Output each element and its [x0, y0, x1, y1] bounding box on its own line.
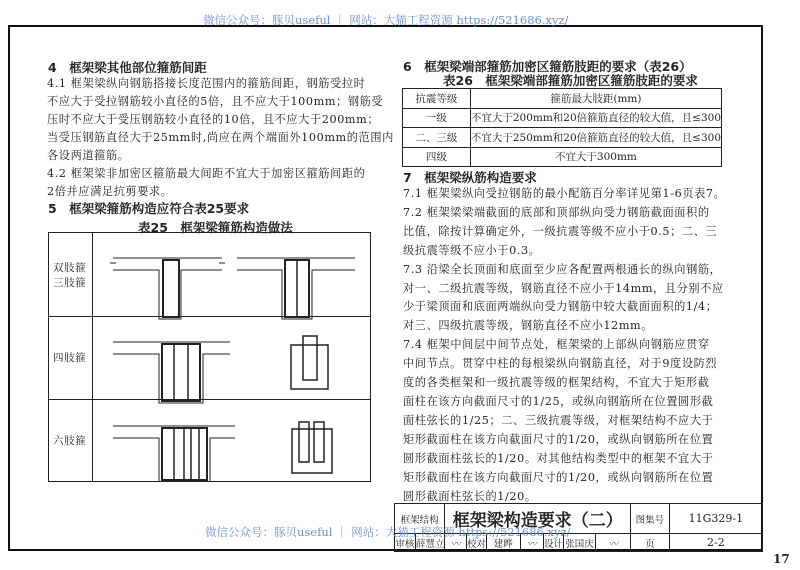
- section-4-title: 4 框架梁其他部位箍筋间距: [48, 60, 207, 75]
- text-line: 不应大于受拉钢筋较小直径的5倍，且不应大于100mm；钢筋受: [47, 95, 384, 108]
- table-row: [403, 108, 722, 128]
- text-line: 对三、四级抗震等级，钢筋直径不应小12mm。: [403, 319, 654, 333]
- text-line: 度的各类框架和一级抗震等级的框架结构，不宜大于矩形截: [403, 376, 710, 390]
- table-cell: 二、三级: [403, 128, 471, 148]
- table-26: [402, 88, 722, 167]
- text-line: 面柱在该方向截面尺寸的1/25，或纵向钢筋所在位置圆形截: [403, 394, 714, 408]
- section-4-body: [47, 75, 394, 201]
- check-label: 校对: [466, 534, 486, 552]
- designer-name: 张国庆: [564, 534, 596, 552]
- text-line: 4.1 框架梁纵向钢筋搭接长度范围内的箍筋间距，钢筋受拉时: [47, 77, 366, 90]
- diagram-triple-leg: [237, 258, 355, 319]
- row-label: [53, 261, 86, 291]
- table-row: [403, 128, 722, 148]
- section-6-title: 6 框架梁端部箍筋加密区箍筋肢距的要求（表26）: [403, 59, 692, 74]
- diagram-six-leg-section: [292, 422, 332, 473]
- table-25-caption: 表25 框架梁箍筋构造做法: [138, 220, 293, 235]
- text-line: 圆形截面柱弦长的1/20。对其他结构类型中的框架不宜大于: [403, 451, 714, 465]
- text-line: 4.2 框架梁非加密区箍筋最大间距不宜大于加密区箍筋间距的: [47, 167, 366, 180]
- text-line: 比值，除按计算确定外，一级抗震等级不应小于0.5；二、三: [403, 224, 718, 238]
- table-cell: 不宜大于300mm: [470, 147, 721, 167]
- diagram-double-leg: [110, 258, 225, 319]
- text-line: 级抗震等级不应小于0.3。: [403, 243, 541, 257]
- text-line: 7.1 框架梁纵向受拉钢筋的最小配筋百分率详见第1-6页表7。: [403, 187, 726, 200]
- category-cell: 框架结构: [395, 504, 445, 534]
- label-triple-leg: 三肢箍: [53, 277, 87, 289]
- diagram-four-leg-beam: [113, 342, 230, 403]
- header-cell: 抗震等级: [403, 89, 471, 109]
- stirrup-diagrams: [93, 233, 370, 481]
- table-cell: 四级: [403, 147, 471, 167]
- text-line: 7.3 沿梁全长顶面和底面至少应各配置两根通长的纵向钢筋，: [403, 262, 722, 276]
- table-cell: 不宜大于200mm和20倍箍筋直径的较大值，且≤300: [470, 108, 721, 128]
- table-header-row: [403, 89, 722, 109]
- table-25: [48, 232, 371, 482]
- table-row: [403, 147, 722, 167]
- label-six-leg: 六肢箍: [53, 435, 87, 447]
- diagram-four-leg-section: [291, 336, 328, 389]
- header-cell: 箍筋最大肢距(mm): [470, 89, 721, 109]
- text-line: 面柱弦长的1/25；二、三级抗震等级，对框架结构不应大于: [403, 413, 714, 427]
- checker-signature: 〰: [520, 534, 544, 552]
- design-label: 设计: [544, 534, 564, 552]
- page-code: 2-2: [669, 534, 762, 552]
- review-label: 审核: [395, 534, 416, 552]
- section-7-title: 7 框架梁纵筋构造要求: [403, 170, 537, 185]
- text-line: 压时不应大于受压钢筋较小直径的10倍，且不应大于200mm；: [47, 113, 380, 126]
- text-line: 7.2 框架梁梁端截面的底部和顶部纵向受力钢筋截面面积的: [403, 205, 710, 219]
- diagram-six-leg-beam: [113, 426, 235, 481]
- text-line: 当受压钢筋直径大于25mm时,尚应在两个端面外100mm的范围内: [47, 131, 394, 144]
- reviewer-name: 薛慧立: [415, 534, 445, 552]
- text-line: 中间节点。贯穿中柱的每根梁纵向钢筋直径，对于9度设防烈: [403, 357, 718, 371]
- table-cell: 一级: [403, 108, 471, 128]
- atlas-number: 11G329-1: [669, 504, 762, 534]
- text-line: 矩形截面柱在该方向截面尺寸的1/20，或纵向钢筋所在位置: [403, 470, 714, 484]
- label-four-leg: 四肢箍: [53, 352, 87, 364]
- atlas-label: 图集号: [631, 504, 670, 534]
- text-line: 各设两道箍筋。: [47, 149, 130, 162]
- section-5-title: 5 框架梁箍筋构造应符合表25要求: [48, 201, 250, 216]
- designer-signature: 〰: [595, 534, 630, 552]
- text-line: 7.4 框架中间层中间节点处，框架梁的上部纵向钢筋应贯穿: [403, 338, 710, 352]
- section-7-body: [403, 185, 725, 506]
- table-26-caption: 表26 框架梁端部箍筋加密区箍筋肢距的要求: [443, 73, 698, 88]
- page-number: 17: [773, 552, 790, 566]
- drawing-title: 框架梁构造要求（二）: [445, 504, 631, 534]
- text-line: 矩形截面柱在该方向截面尺寸的1/20，或纵向钢筋所在位置: [403, 432, 714, 446]
- text-line: 少于梁顶面和底面两端纵向受力钢筋中较大截面面积的1/4；: [403, 300, 718, 314]
- checker-name: 建晔: [487, 534, 521, 552]
- text-line: 对一、二级抗震等级，钢筋直径不应小于14mm，且分别不应: [403, 281, 724, 295]
- text-line: 2倍并应满足抗剪要求。: [47, 185, 173, 198]
- text-line: 圆形截面柱弦长的1/20。: [403, 489, 537, 503]
- watermark-bottom: 微信公众号：豚贝useful ｜ 网站：大猫工程资源 https://521686.xyz/: [205, 525, 571, 539]
- page-label: 页: [631, 534, 670, 552]
- reviewer-signature: 〰: [445, 534, 467, 552]
- label-double-leg: 双肢箍: [53, 262, 87, 274]
- table-cell: 不宜大于250mm和20倍箍筋直径的较大值，且≤300: [470, 128, 721, 148]
- watermark-top: 微信公众号：豚贝useful ｜ 网站：大猫工程资源 https://521686.xyz/: [203, 13, 569, 27]
